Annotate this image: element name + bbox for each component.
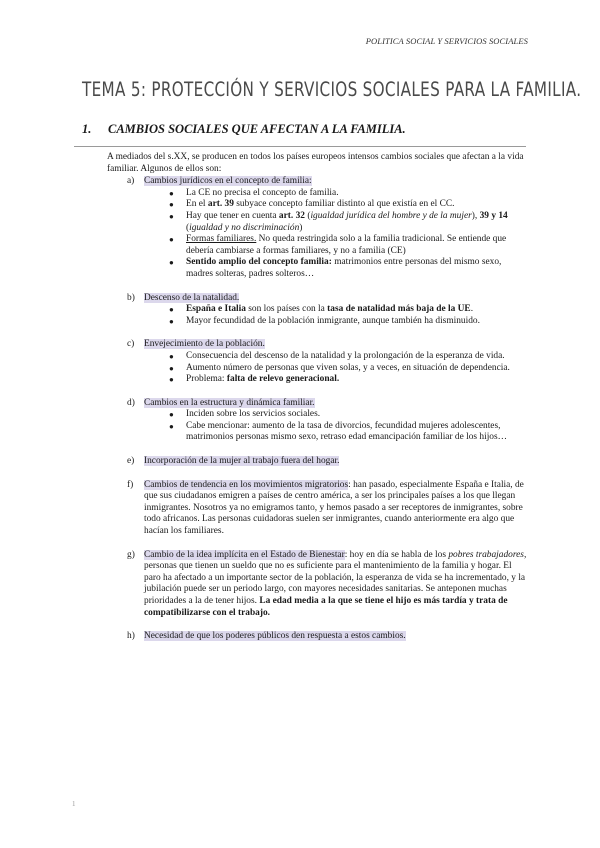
bullet-item: ● Mayor fecundidad de la población inmigrante, aunque también ha disminuido.	[169, 315, 480, 326]
bullet-list-c	[144, 351, 527, 386]
bullet-icon: ●	[169, 410, 174, 420]
item-title-h: Necesidad de que los poderes públicos den respuesta a estos cambios.	[144, 631, 406, 642]
item-label: h)	[127, 631, 135, 642]
list-item-c	[107, 339, 527, 385]
list-item-d	[107, 398, 527, 444]
bullet-icon: ●	[169, 258, 174, 268]
list-item-g: g) Cambio de la idea implícita en el Estado de Bienestar: hoy en día se habla de los pobres trabajadores, personas que tienen un sueldo que no es suficiente para el mantenimiento de la familia y hogar. El paro ha afectado a un importante sector de la población, la esperanza de vida se ha incrementado, y la jubilación puede ser un periodo largo, con mayores necesidades sanitarias. Se anteponen muchas prioridades a la de tener hijos. La edad media a la que se tiene el hijo es más tardía y trata de compatibilizarse con el trabajo.	[127, 549, 527, 618]
list-item-e	[107, 456, 527, 468]
bullet-item: ● Formas familiares. No queda restringida solo a la familia tradicional. Se entiende que debería cambiarse a formas familiares, y no a familia (CE)	[169, 234, 507, 256]
bullet-item: ● Hay que tener en cuenta art. 32 (igualdad jurídica del hombre y de la mujer), 39 y 14 (igualdad y no discriminación)	[169, 210, 508, 233]
bullet-item: ● Aumento número de personas que viven solas, y a veces, en situación de dependencia.	[169, 362, 510, 373]
item-label: e)	[127, 456, 135, 467]
bullet-list-d	[144, 409, 527, 444]
bullet-icon: ●	[169, 305, 174, 315]
item-text-f: : han pasado, especialmente España e Italia, de que sus ciudadanos emigren a países de centro américa, a ser los principales países a los que llegan inmigrantes. Nosotros ya no emigramos tanto, y hemos pasado a ser receptores de inmigrantes, sobre todo africanos. Las personas cuidadoras suelen ser inmigrantes, cuando anteriormente era algo que hacían los familiares.	[144, 479, 524, 537]
section-heading-text: CAMBIOS SOCIALES QUE AFECTAN A LA FAMILIA.	[108, 122, 406, 136]
item-title-g: Cambio de la idea implícita en el Estado de Bienestar	[144, 549, 345, 560]
list-item-h	[107, 631, 527, 643]
intro-paragraph: A mediados del s.XX, se producen en todos los países europeos intensos cambios sociales que afectan a la vida familiar. Algunos de ellos son:	[107, 152, 524, 174]
bullet-icon: ●	[169, 351, 174, 361]
bullet-icon: ●	[169, 235, 174, 245]
list-item-f	[107, 480, 527, 538]
item-label: b)	[127, 292, 135, 303]
bullet-icon: ●	[169, 211, 174, 221]
item-title-d: Cambios en la estructura y dinámica familiar.	[144, 397, 315, 408]
bullet-item: ● En el art. 39 subyace concepto familiar distinto al que existía en el CC.	[169, 199, 455, 210]
bullet-icon: ●	[169, 316, 174, 326]
section-heading	[82, 122, 522, 137]
item-title-b: Descenso de la natalidad.	[144, 292, 240, 303]
bullet-icon: ●	[169, 200, 174, 210]
bullet-item: ● Problema: falta de relevo generacional.	[169, 374, 340, 385]
bullet-item: ● España e Italia son los países con la tasa de natalidad más baja de la UE.	[169, 304, 474, 315]
bullet-icon: ●	[169, 363, 174, 373]
item-label: f)	[127, 479, 134, 490]
item-label: g)	[127, 549, 135, 560]
bullet-icon: ●	[169, 421, 174, 431]
item-label: d)	[127, 397, 135, 408]
bullet-item: ● Inciden sobre los servicios sociales.	[169, 409, 321, 420]
bullet-icon: ●	[169, 188, 174, 198]
bullet-list-b	[144, 304, 527, 327]
bullet-item: ● Cabe mencionar: aumento de la tasa de divorcios, fecundidad mujeres adolescentes, matrimonios personas mismo sexo, retraso edad emancipación familiar de los hijos…	[169, 420, 508, 443]
item-title-f: Cambios de tendencia en los movimientos migratorios	[144, 479, 349, 490]
document-title: TEMA 5: PROTECCIÓN Y SERVICIOS SOCIALES PARA LA FAMILIA.	[82, 78, 582, 101]
list-item-b	[107, 293, 527, 328]
item-title-e: Incorporación de la mujer al trabajo fuera del hogar.	[144, 456, 340, 467]
section-divider	[74, 146, 526, 147]
item-title-c: Envejecimiento de la población.	[144, 339, 265, 350]
bullet-item: ● Sentido amplio del concepto familia: matrimonios entre personas del mismo sexo, madres solteras, padres solteros…	[169, 257, 502, 279]
item-label: a)	[127, 176, 135, 187]
bullet-list-a	[144, 188, 527, 281]
bullet-icon: ●	[169, 375, 174, 385]
list-item-a	[107, 176, 527, 280]
item-label: c)	[127, 339, 135, 350]
bullet-item: ● La CE no precisa el concepto de familia.	[169, 187, 339, 198]
document-body	[107, 152, 527, 643]
section-number: 1.	[82, 122, 92, 136]
page-number: 1	[72, 800, 76, 808]
item-title-a: Cambios jurídicos en el concepto de familia:	[144, 176, 312, 187]
bullet-item: ● Consecuencia del descenso de la natalidad y la prolongación de la esperanza de vida.	[169, 350, 505, 361]
running-header: POLITICA SOCIAL Y SERVICIOS SOCIALES	[365, 36, 528, 46]
